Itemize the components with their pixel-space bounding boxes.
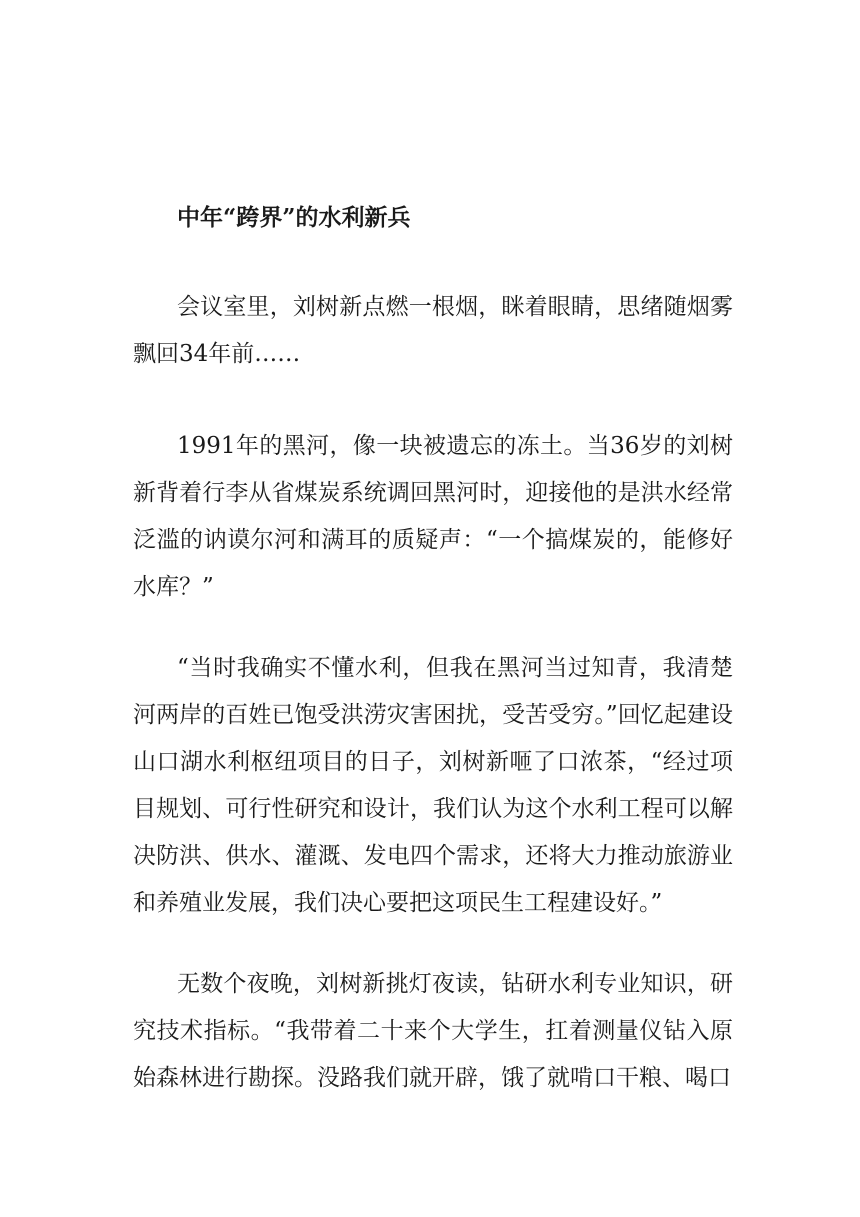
paragraph-2: 1991年的黑河，像一块被遗忘的冻土。当36岁的刘树新背着行李从省煤炭系统调回黑河时，迎接他的是洪水经常泛滥的讷谟尔河和满耳的质疑声：“一个搞煤炭的，能修好水库？” xyxy=(133,433,733,600)
paragraph-1: 会议室里，刘树新点燃一根烟，眯着眼睛，思绪随烟雾飘回34年前…… xyxy=(133,294,733,367)
article-title: 中年“跨界”的水利新兵 xyxy=(177,204,411,231)
paragraph-4: 无数个夜晚，刘树新挑灯夜读，钻研水利专业知识，研究技术指标。“我带着二十来个大学生，扛着测量仪钻入原始森林进行勘探。没路我们就开辟，饿了就啃口干粮、喝口 xyxy=(133,971,733,1091)
paragraph-3: “当时我确实不懂水利，但我在黑河当过知青，我清楚河两岸的百姓已饱受洪涝灾害困扰，受苦受穷。”回忆起建设山口湖水利枢纽项目的日子，刘树新咂了口浓茶，“经过项目规划、可行性研究和设计，我们认为这个水利工程可以解决防洪、供水、灌溉、发电四个需求，还将大力推动旅游业和养殖业发展，我们决心要把这项民生工程建设好。” xyxy=(133,655,733,916)
